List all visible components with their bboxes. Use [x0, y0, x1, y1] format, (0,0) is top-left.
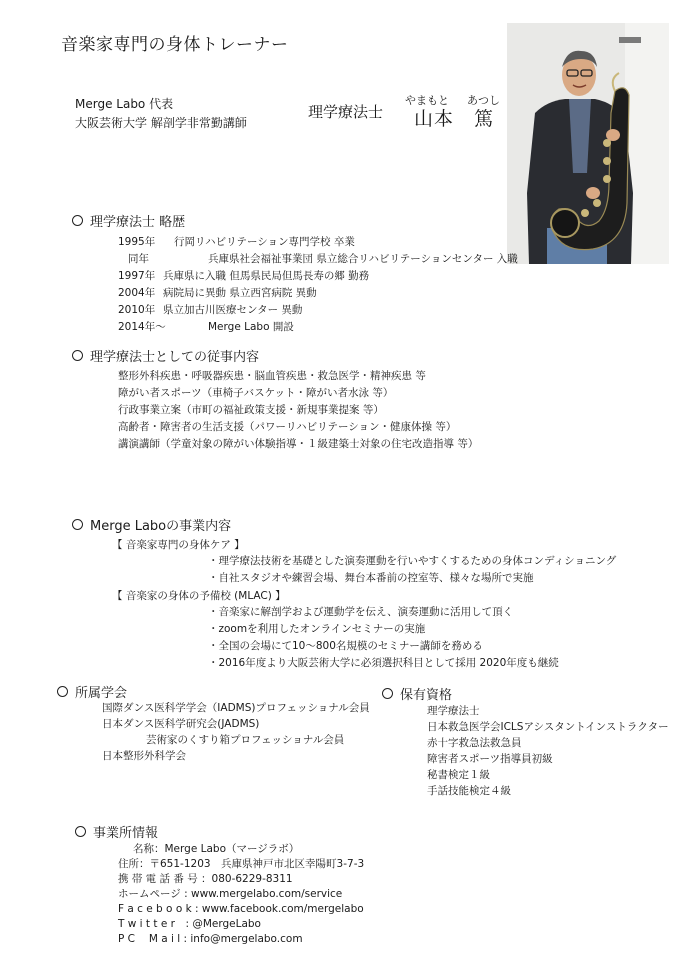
- circle-bullet-icon: [72, 350, 83, 361]
- society-item: 芸術家のくすり箱プロフェッショナル会員: [146, 734, 345, 746]
- work-item: 障がい者スポーツ（車椅子バスケット・障がい者水泳 等）: [118, 387, 394, 399]
- work-item: 高齢者・障害者の生活支援（パワーリハビリテーション・健康体操 等）: [118, 421, 457, 433]
- school-item: ・zoomを利用したオンラインセミナーの実施: [208, 623, 426, 635]
- society-item: 日本ダンス医科学研究会(JADMS): [102, 718, 260, 730]
- office-facebook: F a c e b o o k : www.facebook.com/mergelabo: [118, 903, 364, 915]
- circle-bullet-icon: [382, 688, 393, 699]
- circle-bullet-icon: [72, 215, 83, 226]
- work-item: 行政事業立案（市町の福祉政策支援・新規事業提案 等）: [118, 404, 384, 416]
- career-year: 1995年: [118, 236, 156, 248]
- qualifications-heading: 保有資格: [382, 684, 452, 703]
- circle-bullet-icon: [72, 519, 83, 530]
- affiliation-line-2: 大阪芸術大学 解剖学非常勤講師: [75, 116, 247, 130]
- profile-photo: [507, 23, 669, 264]
- qualification-item: 赤十字救急法救急員: [427, 737, 522, 749]
- society-item: 日本整形外科学会: [102, 750, 186, 762]
- career-text: 県立加古川医療センター 異動: [163, 304, 303, 316]
- career-year: 同年: [128, 253, 149, 265]
- office-twitter: T w i t t e r : @MergeLabo: [118, 918, 261, 930]
- work-heading: 理学療法士としての従事内容: [72, 346, 259, 365]
- career-text: 兵庫県に入職 但馬県民局但馬長寿の郷 勤務: [163, 270, 370, 282]
- circle-bullet-icon: [57, 686, 68, 697]
- school-item: ・2016年度より大阪芸術大学に必須選択科目として採用 2020年度も継続: [208, 657, 559, 669]
- career-heading: 理学療法士 略歴: [72, 211, 185, 230]
- business-heading: Merge Laboの事業内容: [72, 515, 231, 534]
- office-name: 名称：Merge Labo（マージラボ）: [133, 843, 300, 855]
- office-email: P C M a i l : info@mergelabo.com: [118, 933, 303, 945]
- career-text: 行岡リハビリテーション専門学校 卒業: [174, 236, 355, 248]
- office-heading: 事業所情報: [75, 822, 158, 841]
- qualification-item: 理学療法士: [427, 705, 480, 717]
- career-year: 2004年: [118, 287, 156, 299]
- furigana-family: やまもと: [405, 94, 449, 107]
- qualification-item: 障害者スポーツ指導員初級: [427, 753, 553, 765]
- affiliation-line-1: Merge Labo 代表: [75, 97, 174, 111]
- circle-bullet-icon: [75, 826, 86, 837]
- care-item: ・理学療法技術を基礎とした演奏運動を行いやすくするための身体コンディショニング: [208, 555, 617, 567]
- society-item: 国際ダンス医科学学会（IADMS)プロフェッショナル会員: [102, 702, 370, 714]
- profession-label: 理学療法士: [308, 103, 384, 121]
- work-item: 整形外科疾患・呼吸器疾患・脳血管疾患・救急医学・精神疾患 等: [118, 370, 426, 382]
- career-text: 病院局に異動 県立西宮病院 異動: [163, 287, 317, 299]
- office-homepage: ホームページ : www.mergelabo.com/service: [118, 888, 343, 900]
- page-title: 音楽家専門の身体トレーナー: [61, 35, 289, 55]
- name-family: 山本: [414, 108, 455, 130]
- school-item: ・全国の会場にて10～800名規模のセミナー講師を務める: [208, 640, 483, 652]
- school-title: 【 音楽家の身体の予備校 (MLAC) 】: [112, 590, 286, 602]
- career-year: 2014年〜: [118, 321, 166, 333]
- office-phone: 携 帯 電 話 番 号 ：080-6229-8311: [118, 873, 293, 885]
- school-item: ・音楽家に解剖学および運動学を伝え、演奏運動に活用して頂く: [208, 606, 514, 618]
- care-title: 【 音楽家専門の身体ケア 】: [112, 539, 245, 551]
- furigana-given: あつし: [467, 94, 500, 107]
- qualification-item: 日本救急医学会ICLSアシスタントインストラクター: [427, 721, 669, 733]
- career-year: 1997年: [118, 270, 156, 282]
- care-item: ・自社スタジオや練習会場、舞台本番前の控室等、様々な場所で実施: [208, 572, 534, 584]
- name-given: 篤: [474, 108, 495, 130]
- societies-heading: 所属学会: [57, 682, 127, 701]
- career-text: 兵庫県社会福祉事業団 県立総合リハビリテーションセンター 入職: [208, 253, 518, 265]
- qualification-item: 手話技能検定４級: [427, 785, 511, 797]
- office-address: 住所：〒651-1203 兵庫県神戸市北区幸陽町3-7-3: [118, 858, 365, 870]
- career-text: Merge Labo 開設: [208, 321, 294, 333]
- career-year: 2010年: [118, 304, 156, 316]
- qualification-item: 秘書検定１級: [427, 769, 490, 781]
- work-item: 講演講師（学童対象の障がい体験指導・１級建築士対象の住宅改造指導 等）: [118, 438, 479, 450]
